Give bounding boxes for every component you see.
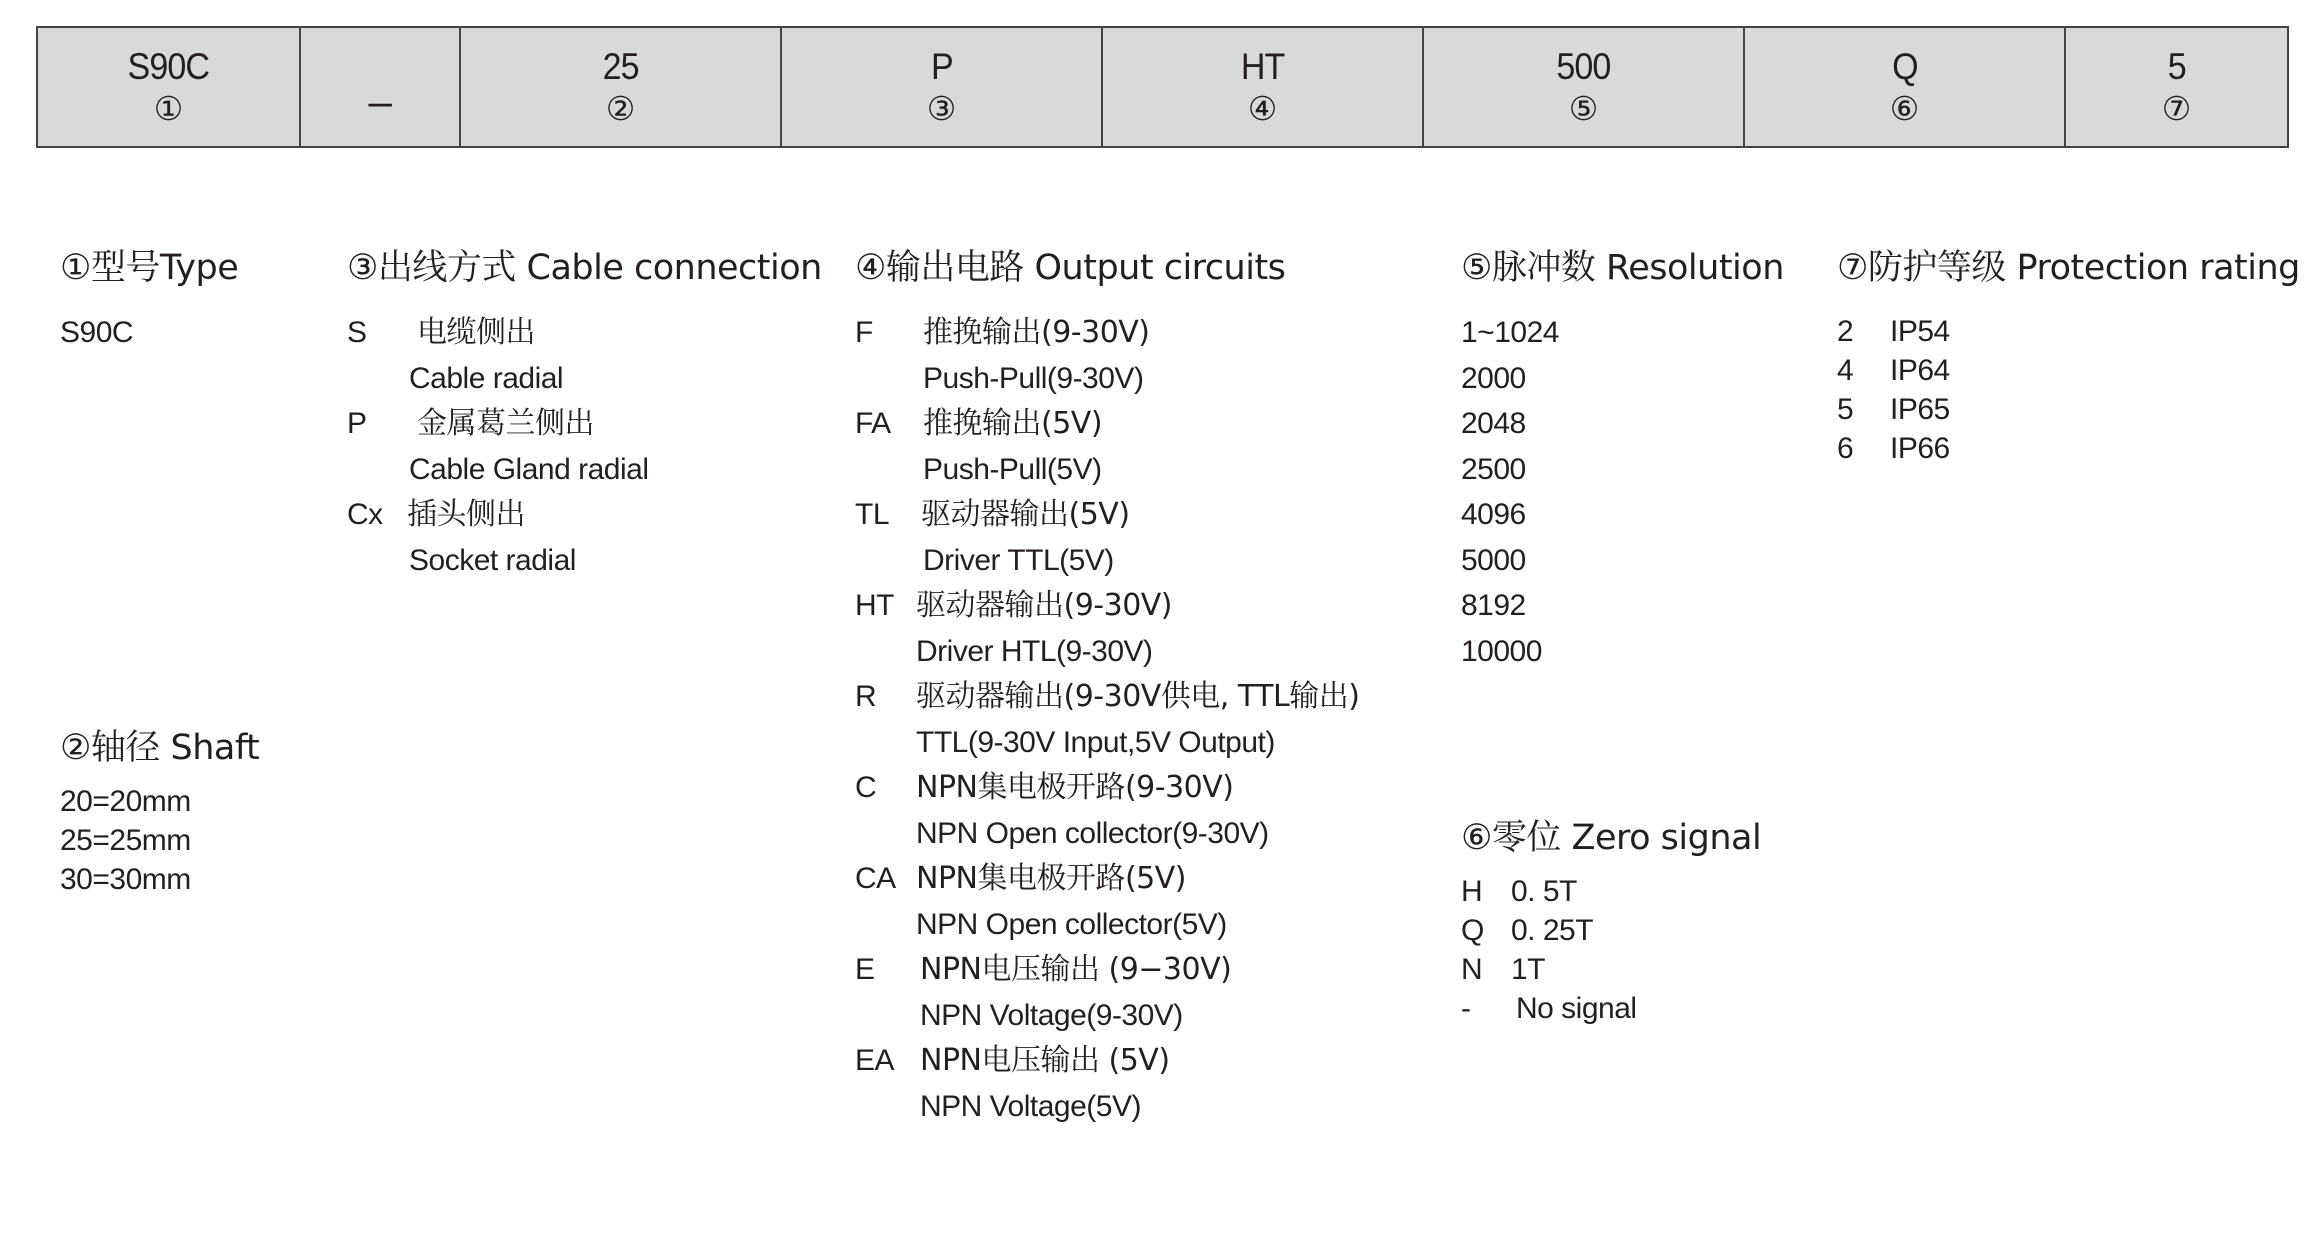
output-item-en: [855, 447, 1415, 493]
output-item: [855, 856, 1415, 902]
code-value: P: [930, 46, 953, 87]
code-number: ④: [1247, 90, 1278, 127]
output-code: CA: [855, 862, 896, 895]
cable-en: Socket radial: [409, 543, 576, 577]
shaft-heading: ②轴径 Shaft: [60, 728, 260, 768]
output-item-en: [855, 993, 1415, 1039]
zero-item: [1461, 989, 1801, 1028]
resolution-item: 2048: [1461, 407, 1526, 440]
cable-en: Cable Gland radial: [409, 452, 649, 486]
output-en: NPN Voltage(9-30V): [920, 998, 1183, 1032]
shaft-item: 30=30mm: [60, 863, 191, 896]
output-item: [855, 674, 1415, 720]
code-number: ⑤: [1568, 90, 1599, 127]
output-en: TTL(9-30V Input,5V Output): [916, 725, 1275, 759]
protection-section: [1837, 246, 2300, 468]
cable-code: P: [347, 407, 367, 440]
zero-heading: ⑥零位 Zero signal: [1461, 818, 1762, 858]
output-cn: 推挽输出(9-30V): [923, 315, 1150, 350]
shaft-section: [60, 726, 259, 899]
output-item-en: [855, 811, 1415, 857]
protection-value: IP54: [1890, 315, 1950, 348]
protection-item: [1837, 390, 2277, 429]
output-code: TL: [855, 498, 890, 531]
protection-value: IP66: [1890, 432, 1950, 465]
output-item: [855, 492, 1415, 538]
output-item-en: [855, 629, 1415, 675]
type-value: S90C: [60, 316, 134, 349]
code-number: ②: [605, 90, 636, 127]
cable-item-en: [347, 447, 827, 493]
cable-cn: 插头侧出: [407, 497, 525, 532]
output-heading: ④输出电路 Output circuits: [855, 248, 1286, 288]
output-en: NPN Open collector(9-30V): [916, 816, 1269, 850]
output-en: Push-Pull(9-30V): [923, 361, 1144, 395]
resolution-item: 4096: [1461, 498, 1526, 531]
code-value: HT: [1240, 46, 1285, 87]
output-item: [855, 1038, 1415, 1084]
cable-item: [347, 401, 827, 447]
output-item: [855, 947, 1415, 993]
zero-item: [1461, 872, 1801, 911]
protection-code: 5: [1837, 393, 1854, 426]
output-cn: 推挽输出(5V): [923, 406, 1103, 441]
protection-item: [1837, 429, 2277, 468]
output-code: R: [855, 680, 877, 713]
resolution-heading: ⑤脉冲数 Resolution: [1461, 248, 1784, 288]
output-item-en: [855, 356, 1415, 402]
protection-value: IP64: [1890, 354, 1950, 387]
code-cell-resolution: [1424, 28, 1745, 146]
cable-en: Cable radial: [409, 361, 564, 395]
code-cell-separator: [301, 28, 461, 146]
code-value: 5: [2167, 46, 2186, 87]
output-en: Driver TTL(5V): [923, 543, 1114, 577]
zero-code: Q: [1461, 914, 1484, 947]
output-en: NPN Voltage(5V): [920, 1089, 1141, 1123]
output-cn: NPN集电极开路(5V): [916, 861, 1186, 896]
code-number: ①: [153, 90, 184, 127]
output-item-en: [855, 902, 1415, 948]
cable-heading: ③出线方式 Cable connection: [347, 248, 822, 288]
cable-code: S: [347, 316, 367, 349]
cable-item-en: [347, 538, 827, 584]
output-section: [855, 246, 1415, 1129]
type-heading: ①型号Type: [60, 248, 239, 288]
output-code: FA: [855, 407, 891, 440]
shaft-item: 25=25mm: [60, 824, 191, 857]
zero-value: No signal: [1516, 992, 1637, 1025]
output-item-en: [855, 1084, 1415, 1130]
output-cn: 驱动器输出(9-30V): [916, 588, 1173, 623]
zero-item: [1461, 911, 1801, 950]
cable-item-en: [347, 356, 827, 402]
code-value: Q: [1891, 46, 1918, 87]
output-cn: 驱动器输出(5V): [921, 497, 1130, 532]
cable-item: [347, 310, 827, 356]
code-number: ⑥: [1889, 90, 1920, 127]
code-number: ③: [926, 90, 957, 127]
output-code: F: [855, 316, 873, 349]
type-section: [60, 246, 238, 356]
output-cn: 驱动器输出(9-30V供电, TTL输出): [916, 679, 1360, 714]
protection-heading: ⑦防护等级 Protection rating: [1837, 248, 2300, 288]
zero-value: 0. 5T: [1511, 875, 1577, 908]
resolution-item: 1~1024: [1461, 316, 1559, 349]
cable-cn: 电缆侧出: [417, 315, 535, 350]
protection-item: [1837, 351, 2277, 390]
cable-section: [347, 246, 827, 583]
output-en: Driver HTL(9-30V): [916, 634, 1153, 668]
output-item: [855, 310, 1415, 356]
resolution-item: 8192: [1461, 589, 1526, 622]
protection-code: 2: [1837, 315, 1854, 348]
protection-item: [1837, 312, 2277, 351]
output-cn: NPN集电极开路(9-30V): [916, 770, 1234, 805]
code-separator: _: [369, 59, 391, 108]
protection-value: IP65: [1890, 393, 1950, 426]
zero-code: H: [1461, 875, 1483, 908]
output-cn: NPN电压输出 (5V): [920, 1043, 1170, 1078]
output-item: [855, 583, 1415, 629]
resolution-item: 2000: [1461, 361, 1526, 395]
code-cell-protection: [2066, 28, 2287, 146]
output-item-en: [855, 538, 1415, 584]
zero-signal-section: [1461, 816, 1801, 1028]
code-value: 500: [1556, 46, 1611, 87]
code-value: S90C: [127, 46, 210, 87]
code-cell-cable: [782, 28, 1103, 146]
zero-item: [1461, 950, 1801, 989]
code-value: 25: [602, 46, 639, 87]
code-cell-model: [38, 28, 301, 146]
zero-code: -: [1461, 992, 1471, 1025]
cable-item: [347, 492, 827, 538]
cable-cn: 金属葛兰侧出: [417, 406, 594, 441]
zero-value: 1T: [1511, 953, 1546, 986]
code-cell-shaft: [461, 28, 782, 146]
zero-code: N: [1461, 953, 1483, 986]
zero-value: 0. 25T: [1511, 914, 1594, 947]
code-cell-zero: [1745, 28, 2066, 146]
output-en: NPN Open collector(5V): [916, 907, 1227, 941]
output-code: E: [855, 953, 875, 986]
protection-code: 4: [1837, 354, 1854, 387]
output-cn: NPN电压输出 (9−30V): [920, 952, 1232, 987]
output-item-en: [855, 720, 1415, 766]
output-code: C: [855, 771, 877, 804]
output-en: Push-Pull(5V): [923, 452, 1102, 486]
output-item: [855, 401, 1415, 447]
code-number: ⑦: [2161, 90, 2192, 127]
resolution-item: 5000: [1461, 543, 1526, 577]
resolution-item: 2500: [1461, 452, 1526, 486]
ordering-code-bar: [36, 26, 2289, 148]
resolution-item: 10000: [1461, 634, 1542, 668]
shaft-item: 20=20mm: [60, 785, 191, 818]
output-code: EA: [855, 1044, 895, 1077]
output-code: HT: [855, 589, 894, 622]
protection-code: 6: [1837, 432, 1854, 465]
cable-code: Cx: [347, 498, 383, 531]
output-item: [855, 765, 1415, 811]
resolution-section: [1461, 246, 1801, 674]
code-cell-output: [1103, 28, 1424, 146]
